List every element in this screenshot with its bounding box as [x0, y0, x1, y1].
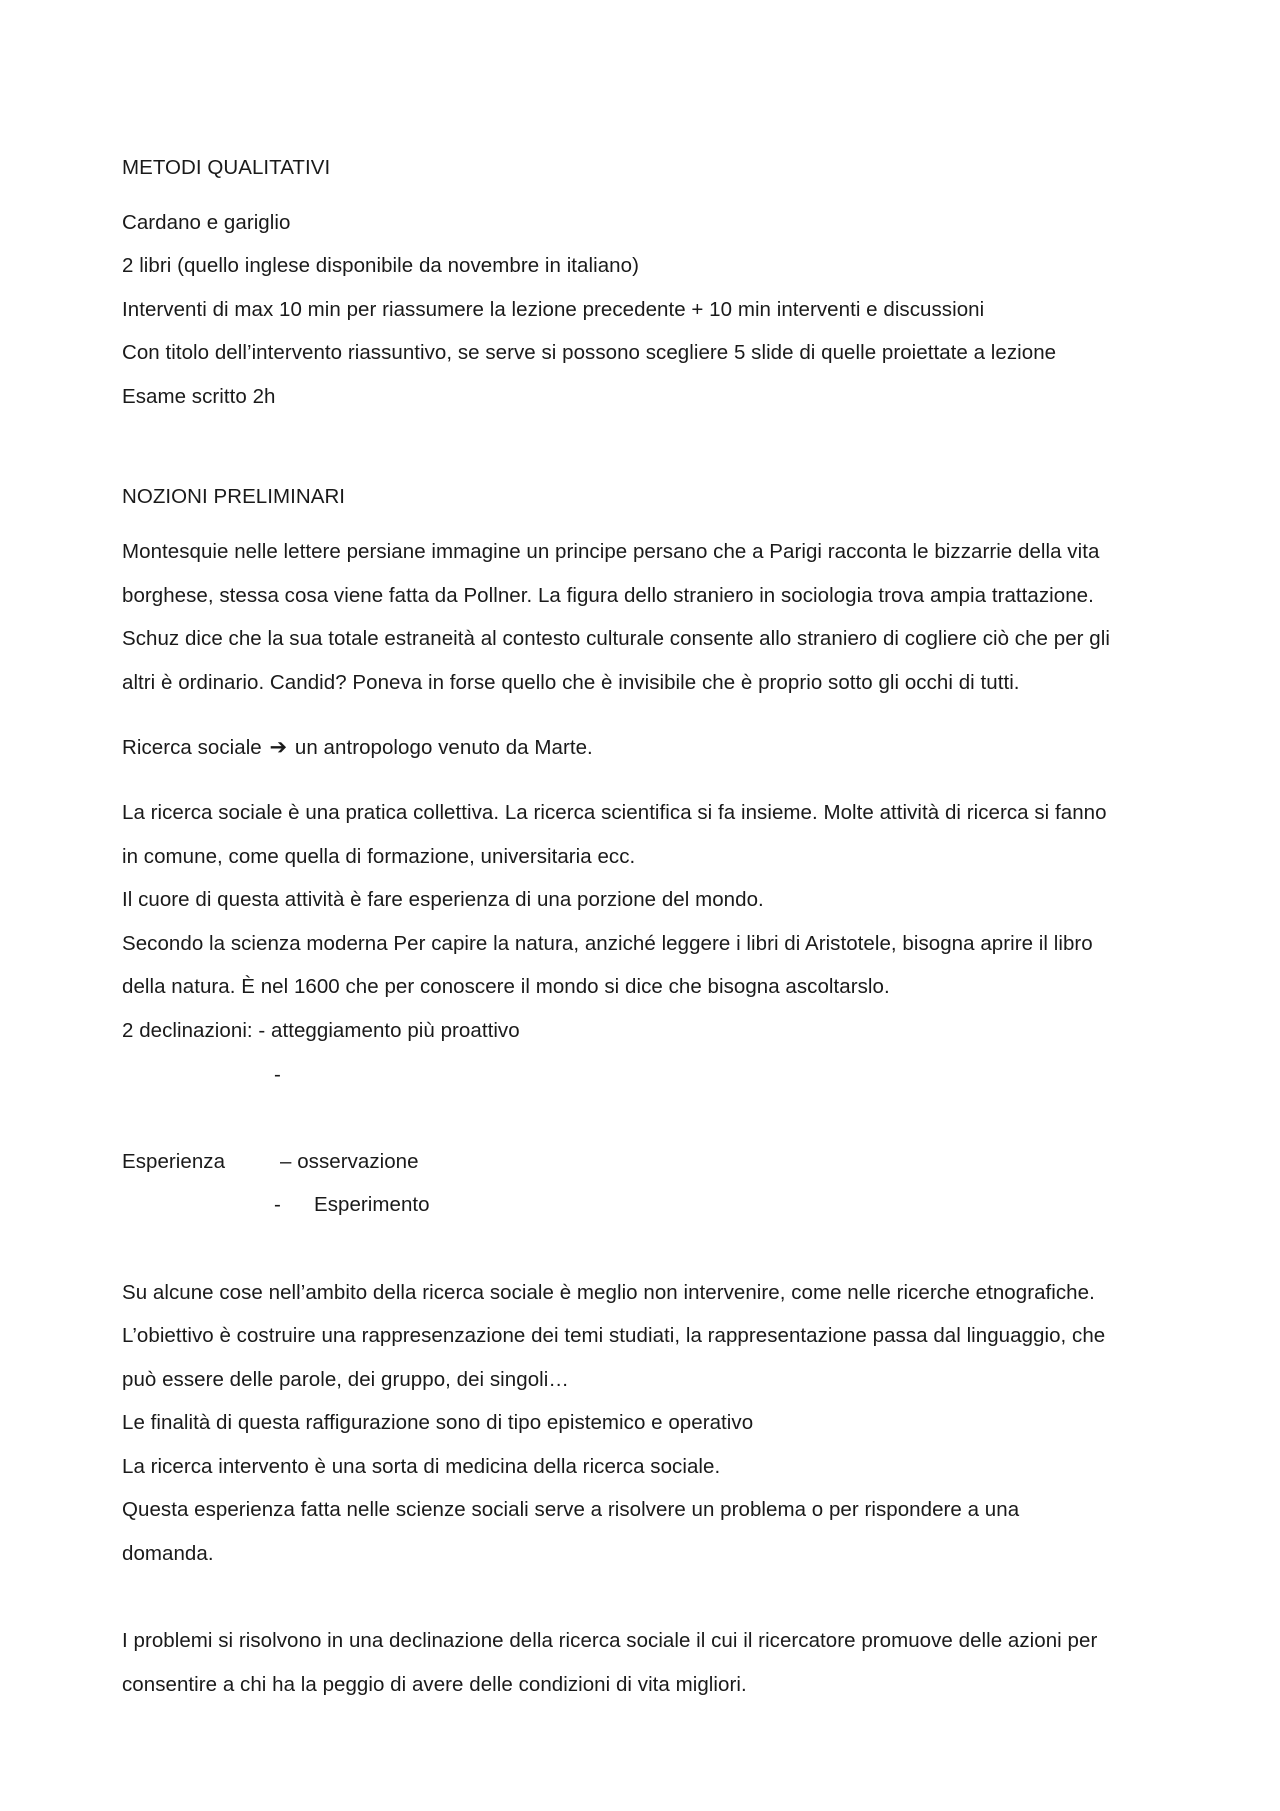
text-line: borghese, stessa cosa viene fatta da Pollner. La figura dello straniero in sociologia trova ampia trattazione.: [122, 584, 1094, 607]
text-line: Il cuore di questa attività è fare esperienza di una porzione del mondo.: [122, 888, 764, 911]
section-title-metodi: METODI QUALITATIVI: [122, 156, 331, 179]
text-line: Secondo la scienza moderna Per capire la natura, anziché leggere i libri di Aristotele, bisogna aprire il libro: [122, 932, 1093, 955]
text-line: può essere delle parole, dei gruppo, dei singoli…: [122, 1368, 569, 1391]
text-line: La ricerca intervento è una sorta di medicina della ricerca sociale.: [122, 1455, 721, 1478]
arrow-line-before: Ricerca sociale: [122, 736, 262, 759]
section-title-nozioni: NOZIONI PRELIMINARI: [122, 485, 346, 508]
experience-bullet: -: [274, 1193, 281, 1216]
text-line: domanda.: [122, 1542, 214, 1565]
text-line: Esame scritto 2h: [122, 385, 276, 408]
text-line: consentire a chi ha la peggio di avere delle condizioni di vita migliori.: [122, 1673, 747, 1696]
text-line: in comune, come quella di formazione, universitaria ecc.: [122, 845, 636, 868]
experience-label: Esperienza: [122, 1150, 226, 1173]
text-line: 2 declinazioni: - atteggiamento più proattivo: [122, 1019, 520, 1042]
arrow-line-after: un antropologo venuto da Marte.: [294, 736, 593, 759]
experience-item-esperimento: Esperimento: [314, 1193, 430, 1216]
text-line: Con titolo dell’intervento riassuntivo, se serve si possono scegliere 5 slide di quelle proiettate a lezione: [122, 341, 1057, 364]
text-line: L’obiettivo è costruire una rappresenzazione dei temi studiati, la rappresentazione passa dal linguaggio, che: [122, 1324, 1106, 1347]
arrow-line: [122, 735, 593, 761]
text-line: Su alcune cose nell’ambito della ricerca sociale è meglio non intervenire, come nelle ricerche etnografiche.: [122, 1281, 1095, 1304]
experience-item-osservazione: – osservazione: [280, 1150, 419, 1173]
text-line: Questa esperienza fatta nelle scienze sociali serve a risolvere un problema o per rispondere a una: [122, 1498, 1020, 1521]
text-line: I problemi si risolvono in una declinazione della ricerca sociale il cui il ricercatore promuove delle azioni per: [122, 1629, 1098, 1652]
text-line: Le finalità di questa raffigurazione sono di tipo epistemico e operativo: [122, 1411, 754, 1434]
text-line: Cardano e gariglio: [122, 211, 291, 234]
text-line: Interventi di max 10 min per riassumere la lezione precedente + 10 min interventi e discussioni: [122, 298, 985, 321]
text-line: Montesquie nelle lettere persiane immagine un principe persano che a Parigi racconta le bizzarrie della vita: [122, 540, 1100, 563]
empty-dash: -: [274, 1063, 281, 1086]
text-line: della natura. È nel 1600 che per conoscere il mondo si dice che bisogna ascoltarslo.: [122, 975, 890, 998]
text-line: La ricerca sociale è una pratica collettiva. La ricerca scientifica si fa insieme. Molte attività di ricerca si fanno: [122, 801, 1107, 824]
arrow-right-icon: ➔: [269, 736, 288, 759]
text-line: 2 libri (quello inglese disponibile da novembre in italiano): [122, 254, 639, 277]
text-line: altri è ordinario. Candid? Poneva in forse quello che è invisibile che è proprio sotto gli occhi di tutti.: [122, 671, 1020, 694]
text-line: Schuz dice che la sua totale estraneità al contesto culturale consente allo straniero di cogliere ciò che per gli: [122, 627, 1110, 650]
